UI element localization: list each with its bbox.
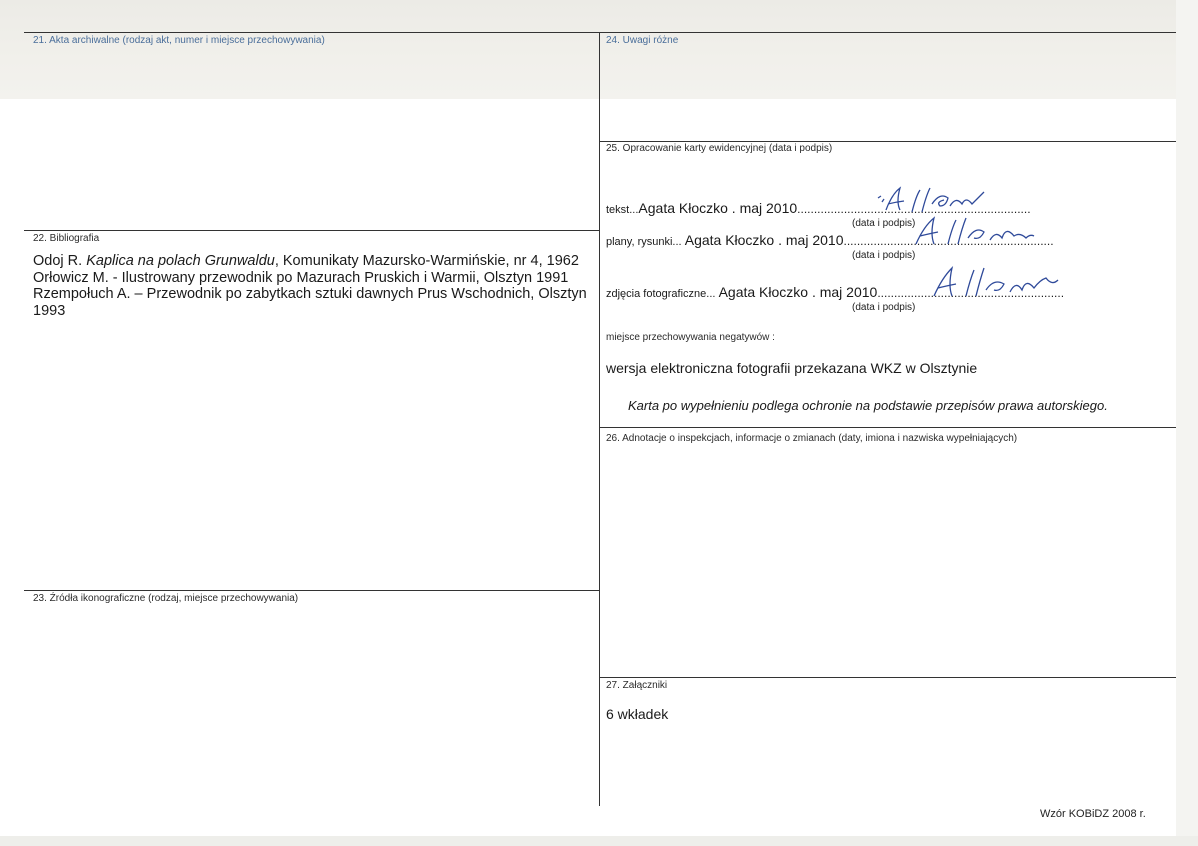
bibliography-entry	[33, 286, 589, 319]
rule-23	[24, 590, 599, 591]
section-26-label: 26. Adnotacje o inspekcjach, informacje o zmianach (daty, imiona i nazwiska wypełniających)	[606, 433, 1018, 444]
bibliography-entry	[33, 253, 589, 270]
bibliography-entry	[33, 270, 589, 287]
signature-icon	[928, 266, 1068, 300]
copyright-note: Karta po wypełnieniu podlega ochronie na podstawie przepisów prawa autorskiego.	[628, 398, 1108, 413]
bibliography-author: Odoj R.	[33, 253, 83, 269]
prep-row-sub: (data i podpis)	[852, 218, 916, 229]
scan-shadow-right	[1176, 0, 1198, 846]
bibliography-details: Ilustrowany przewodnik po Mazurach Pruskich i Warmii, Olsztyn 1991	[121, 269, 569, 286]
bibliography-details: , Komunikaty Mazursko-Warmińskie, nr 4, 1962	[274, 253, 579, 269]
prep-row-key: tekst...	[606, 204, 639, 216]
signature-icon	[910, 216, 1040, 248]
prep-row-sub: (data i podpis)	[852, 302, 916, 313]
bibliography-list	[33, 253, 589, 319]
prep-row-sub: (data i podpis)	[852, 250, 916, 261]
section-24-label: 24. Uwagi różne	[606, 35, 679, 46]
rule-25	[599, 141, 1176, 142]
section-22-label: 22. Bibliografia	[33, 233, 100, 244]
section-27-label: 27. Załączniki	[606, 680, 668, 691]
rule-22	[24, 230, 599, 231]
prep-row-value: Agata Kłoczko . maj 2010	[638, 200, 798, 216]
bibliography-author: Orłowicz M. -	[33, 269, 118, 286]
bibliography-author: Rzempołuch A.	[33, 286, 131, 302]
signature-icon	[870, 184, 1020, 216]
attachments-value: 6 wkładek	[606, 706, 669, 722]
section-25-label: 25. Opracowanie karty ewidencyjnej (data i podpis)	[606, 143, 833, 154]
bibliography-details: – Przewodnik po zabytkach sztuki dawnych Prus Wschodnich, Olsztyn 1993	[33, 286, 587, 319]
rule-center	[599, 32, 600, 806]
dotted-line: ...............................................................	[843, 234, 1054, 248]
section-23-label: 23. Źródła ikonograficzne (rodzaj, miejsce przechowywania)	[33, 593, 299, 604]
prep-row-key: zdjęcia fotograficzne...	[606, 288, 716, 300]
section-21-label: 21. Akta archiwalne (rodzaj akt, numer i miejsce przechowywania)	[33, 35, 325, 46]
prep-row-value: Agata Kłoczko . maj 2010	[681, 232, 844, 248]
dotted-line: ......................................................................	[797, 202, 1031, 216]
dotted-line: ........................................................	[877, 286, 1065, 300]
negatives-label: miejsce przechowywania negatywów :	[606, 332, 775, 343]
prep-row-value: Agata Kłoczko . maj 2010	[715, 284, 878, 300]
bibliography-title: Kaplica na polach Grunwaldu	[86, 253, 275, 269]
rule-26	[599, 427, 1176, 428]
scan-shadow-bottom	[0, 836, 1198, 846]
prep-row-key: plany, rysunki...	[606, 236, 682, 248]
negatives-value: wersja elektroniczna fotografii przekazana WKZ w Olsztynie	[606, 360, 978, 376]
form-version: Wzór KOBiDZ 2008 r.	[1040, 808, 1146, 820]
rule-top	[24, 32, 1176, 33]
rule-27	[599, 677, 1176, 678]
